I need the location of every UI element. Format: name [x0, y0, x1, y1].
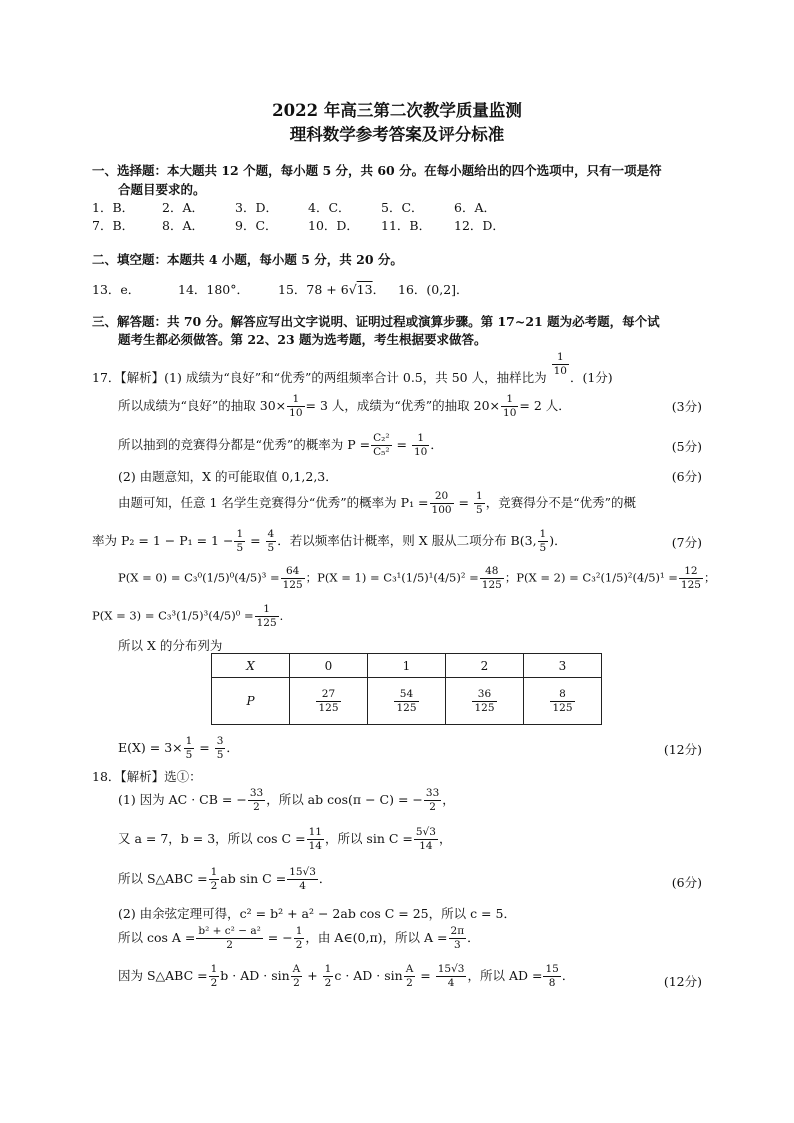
q18-line3: 又 a = 7，b = 3，所以 cos C = $\frac{11}{14}$ ，所以 sin C = $\frac{5√3}{14}$ ， [118, 826, 452, 852]
table-cell: 0 [290, 654, 368, 678]
section3-heading-cont: 题考生都必须做答。第 22、23 题为选考题，考生根据要求做答。 [118, 332, 487, 347]
fraction: $\frac{64}{125}$ [282, 565, 303, 591]
fraction: $\frac{1}{10}$ [289, 393, 303, 419]
fraction: $\frac{11}{14}$ [308, 826, 322, 852]
q17-line1: 17．【解析】(1) 成绩为“良好”和“优秀”的两组频率合计 0.5，共 50 人，抽样比为 $\frac{1}{10}$ ．(1分) [92, 351, 613, 385]
score: (12分) [663, 742, 702, 757]
fraction: $\frac{4}{5}$ [267, 528, 275, 554]
answer-2: 2．A． [162, 200, 204, 215]
fraction: $\frac{36}{125}$ [474, 687, 495, 714]
table-cell: 1 [368, 654, 446, 678]
table-cell: 3 [524, 654, 602, 678]
answer-3: 3．D． [235, 200, 278, 215]
fraction: $\frac{48}{125}$ [481, 565, 502, 591]
fraction: $\frac{\text{b² + c² − a²}}{2}$ [198, 925, 261, 951]
section2-heading: 二、填空题：本题共 4 小题，每小题 5 分，共 20 分。 [92, 252, 403, 267]
fraction: $\frac{1}{10}$ [414, 432, 428, 458]
score: (3分) [671, 399, 702, 414]
fraction: $\frac{1}{2}$ [324, 963, 332, 989]
q17-line2: 所以成绩为“良好”的抽取 30× $\frac{1}{10}$ = 3 人，成绩为“优秀”的抽取 20× $\frac{1}{10}$ = 2 人． [118, 393, 571, 419]
answer-15: 15．78 + 6√13． [278, 282, 386, 297]
fraction: $\frac{\text{C₂²}}{\text{C₅²}}$ [373, 432, 390, 458]
q17-line5: 由题可知，任意 1 名学生竞赛得分“优秀”的概率为 P₁ = $\frac{20}{100}$ = $\frac{1}{5}$ ，竞赛得分不是“优秀”的概 [118, 490, 636, 516]
fraction: $\frac{15}{8}$ [545, 963, 559, 989]
fraction: $\frac{33}{2}$ [249, 787, 264, 813]
distribution-table [211, 653, 602, 725]
table-cell [524, 678, 602, 725]
q18-line5: (2) 由余弦定理可得，c² = b² + a² − 2ab cos C = 25，所以 c = 5． [118, 906, 516, 921]
table-row [212, 654, 602, 678]
fraction: $\frac{5√3}{14}$ [415, 826, 436, 852]
fraction: $\frac{1}{10}$ [503, 393, 517, 419]
fraction: $\frac{33}{2}$ [425, 787, 440, 813]
q18-line6: 所以 cos A = $\frac{\text{b² + c² − a²}}{2}$ = − $\frac{1}{2}$ ，由 A∈(0,π)，所以 A = $\frac{2\pi}{3}$ ． [118, 925, 480, 951]
table-row [212, 678, 602, 725]
answer-4: 4．C． [308, 200, 351, 215]
q18-line4: 所以 S△ABC = $\frac{1}{2}$ ab sin C = $\frac{15√3}{4}$ ． [118, 866, 332, 892]
answer-1: 1．B． [92, 200, 135, 215]
q18-line2: (1) 因为 AC · CB = − $\frac{33}{2}$ ，所以 ab cos(π − C) = − $\frac{33}{2}$ ， [118, 787, 455, 813]
fraction: $\frac{1}{125}$ [256, 603, 277, 629]
document-title: 2022 年高三第二次教学质量监测 [272, 101, 522, 120]
q18-line1: 18．【解析】选①： [92, 769, 202, 784]
table-cell [368, 678, 446, 725]
table-cell [290, 678, 368, 725]
q17-line4: (2) 由题意知，X 的可能取值 0,1,2,3． [118, 469, 338, 484]
score: (6分) [671, 875, 702, 890]
answer-14: 14．180°． [178, 282, 250, 297]
answer-10: 10．D． [308, 218, 359, 233]
fraction: $\frac{A}{2}$ [405, 963, 414, 989]
fraction: $\frac{1}{2}$ [210, 866, 218, 892]
table-cell: P [212, 678, 290, 725]
fraction: $\frac{15√3}{4}$ [289, 866, 316, 892]
answer-13: 13．e． [92, 282, 141, 297]
fraction: $\frac{1}{10}$ [553, 351, 567, 377]
fraction: $\frac{15√3}{4}$ [437, 963, 465, 989]
fraction: $\frac{1}{5}$ [236, 528, 244, 554]
answer-6: 6．A． [454, 200, 496, 215]
score: (5分) [671, 439, 702, 454]
q17-probabilities: P(X = 0) = C₃⁰(1/5)⁰(4/5)³ = $\frac{64}{125}$ ；P(X = 1) = C₃¹(1/5)¹(4/5)² = $\frac{48}{125}$ ；P(X = 2) = C₃²(1/5)²(4/5)¹ = $\frac{12}{125}$ ； [118, 565, 716, 591]
score: (7分) [671, 535, 702, 550]
q17-expectation: E(X) = 3× $\frac{1}{5}$ = $\frac{3}{5}$ ． [118, 735, 239, 761]
score: (12分) [663, 974, 702, 989]
q17-line6: 率为 P₂ = 1 − P₁ = 1 − $\frac{1}{5}$ = $\frac{4}{5}$ ．若以频率估计概率，则 X 服从二项分布 B(3, $\frac{1}{5}$ )． [92, 528, 567, 554]
answer-7: 7．B． [92, 218, 135, 233]
q17-dist-label: 所以 X 的分布列为 [118, 638, 223, 653]
q17-line3: 所以抽到的竞赛得分都是“优秀”的概率为 P = $\frac{\text{C₂²}}{\text{C₅²}}$ = $\frac{1}{10}$ ． [118, 432, 443, 458]
answer-11: 11．B． [381, 218, 432, 233]
q17-probability-3: P(X = 3) = C₃³(1/5)³(4/5)⁰ = $\frac{1}{125}$ ． [92, 603, 292, 629]
table-cell [446, 678, 524, 725]
fraction: $\frac{A}{2}$ [292, 963, 301, 989]
table-cell: X [212, 654, 290, 678]
fraction: $\frac{2\pi}{3}$ [450, 925, 465, 951]
table-cell: 2 [446, 654, 524, 678]
score: (6分) [671, 469, 702, 484]
fraction: $\frac{1}{5}$ [185, 735, 193, 761]
answer-9: 9．C． [235, 218, 278, 233]
fraction: $\frac{1}{5}$ [476, 490, 483, 516]
fraction: $\frac{1}{2}$ [295, 925, 303, 951]
section1-heading-cont: 合题目要求的。 [118, 182, 206, 197]
fraction: $\frac{1}{2}$ [210, 963, 218, 989]
section3-heading: 三、解答题：共 70 分。解答应写出文字说明、证明过程或演算步骤。第 17~21 题为必考题，每个试 [92, 314, 660, 329]
document-subtitle: 理科数学参考答案及评分标准 [289, 125, 505, 144]
fraction: $\frac{12}{125}$ [680, 565, 701, 591]
fraction: $\frac{8}{125}$ [552, 687, 573, 714]
answer-16: 16．(0,2]． [398, 282, 469, 297]
answer-5: 5．C． [381, 200, 424, 215]
fraction: $\frac{3}{5}$ [216, 735, 224, 761]
fraction: $\frac{27}{125}$ [318, 687, 339, 714]
answer-8: 8．A． [162, 218, 204, 233]
q18-line7: 因为 S△ABC = $\frac{1}{2}$ b · AD · sin $\frac{A}{2}$ + $\frac{1}{2}$ c · AD · sin $\frac{A}{2}$ = $\frac{15√3}{4}$ ，所以 AD = $\frac{15}{8}$ ． [118, 963, 575, 989]
section1-heading: 一、选择题：本大题共 12 个题，每小题 5 分，共 60 分。在每小题给出的四个选项中，只有一项是符 [92, 163, 662, 178]
answer-12: 12．D． [454, 218, 505, 233]
fraction: $\frac{1}{5}$ [539, 528, 547, 554]
fraction: $\frac{20}{100}$ [431, 490, 452, 516]
fraction: $\frac{54}{125}$ [396, 687, 417, 714]
